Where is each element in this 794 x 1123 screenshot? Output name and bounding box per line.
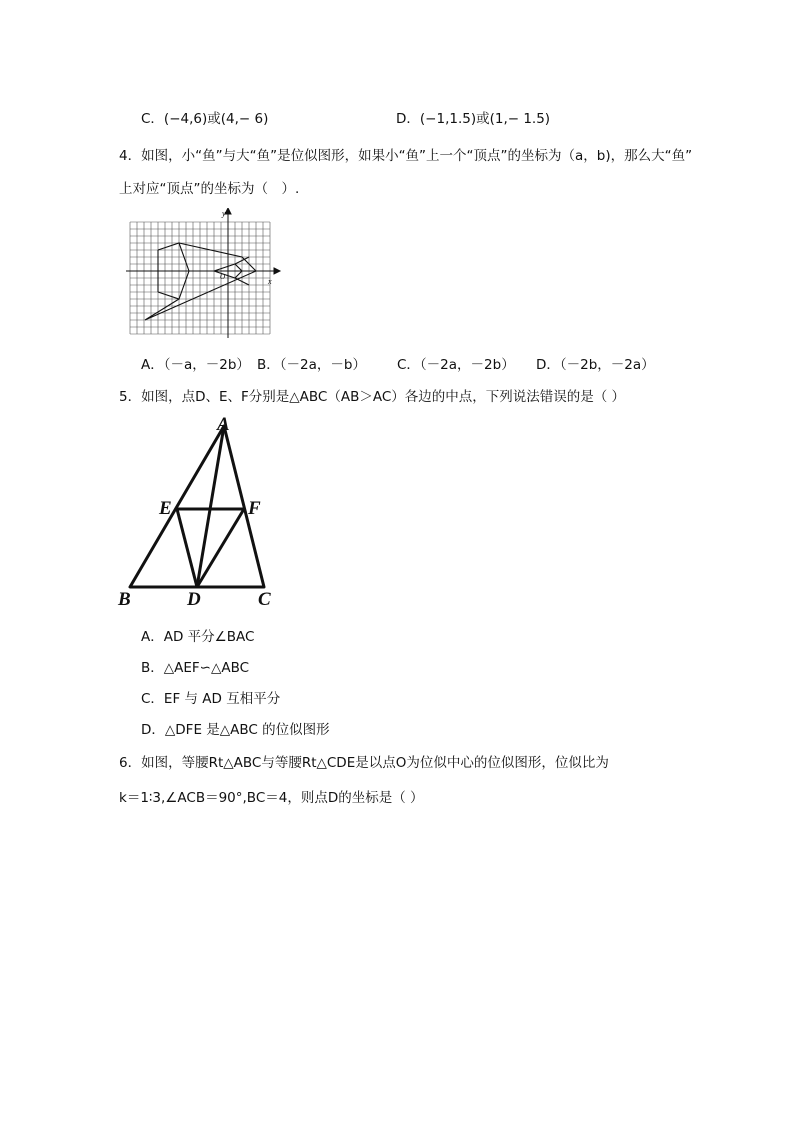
q4-stem-line1: 4．如图，小“鱼”与大“鱼”是位似图形，如果小“鱼”上一个“顶点”的坐标为（a，b)，那么大“鱼” <box>119 148 693 164</box>
q4-stem-line2: 上对应“顶点”的坐标为（ ）. <box>119 181 300 197</box>
y-axis-label: y <box>222 209 226 218</box>
q5-option-b: B．△AEF∽△ABC <box>141 660 250 676</box>
vertex-label-d: D <box>187 589 201 610</box>
q4-option-b: B．（－2a，－b） <box>257 357 366 373</box>
q4-fish-grid-figure <box>122 208 282 340</box>
q6-stem-line2: k＝1∶3,∠ACB＝90°,BC＝4，则点D的坐标是（ ） <box>119 790 424 806</box>
q5-triangle-figure <box>112 412 282 612</box>
big-fish <box>145 243 256 320</box>
q5-option-a: A．AD 平分∠BAC <box>141 629 255 645</box>
q4-option-c: C．（－2a，－2b） <box>397 357 515 373</box>
triangle-lines <box>130 426 264 587</box>
q4-option-a: A．（－a，－2b） <box>141 357 250 373</box>
q5-stem: 5．如图，点D、E、F分别是△ABC（AB＞AC）各边的中点，下列说法错误的是（ ） <box>119 389 626 405</box>
origin-label: O <box>220 273 226 281</box>
q3-option-d: D．(−1,1.5)或(1,− 1.5) <box>396 111 551 127</box>
q5-option-d: D．△DFE 是△ABC 的位似图形 <box>141 722 330 738</box>
q6-stem-line1: 6．如图，等腰Rt△ABC与等腰Rt△CDE是以点O为位似中心的位似图形，位似比为 <box>119 755 609 771</box>
vertex-label-f: F <box>248 498 261 519</box>
q3-option-c: C．(−4,6)或(4,− 6) <box>141 111 269 127</box>
x-axis-label: x <box>268 277 272 286</box>
vertex-label-e: E <box>159 498 172 519</box>
vertex-label-c: C <box>258 589 271 610</box>
vertex-label-b: B <box>118 589 131 610</box>
q4-option-d: D．（－2b，－2a） <box>536 357 655 373</box>
vertex-label-a: A <box>217 414 230 435</box>
q5-option-c: C．EF 与 AD 互相平分 <box>141 691 281 707</box>
